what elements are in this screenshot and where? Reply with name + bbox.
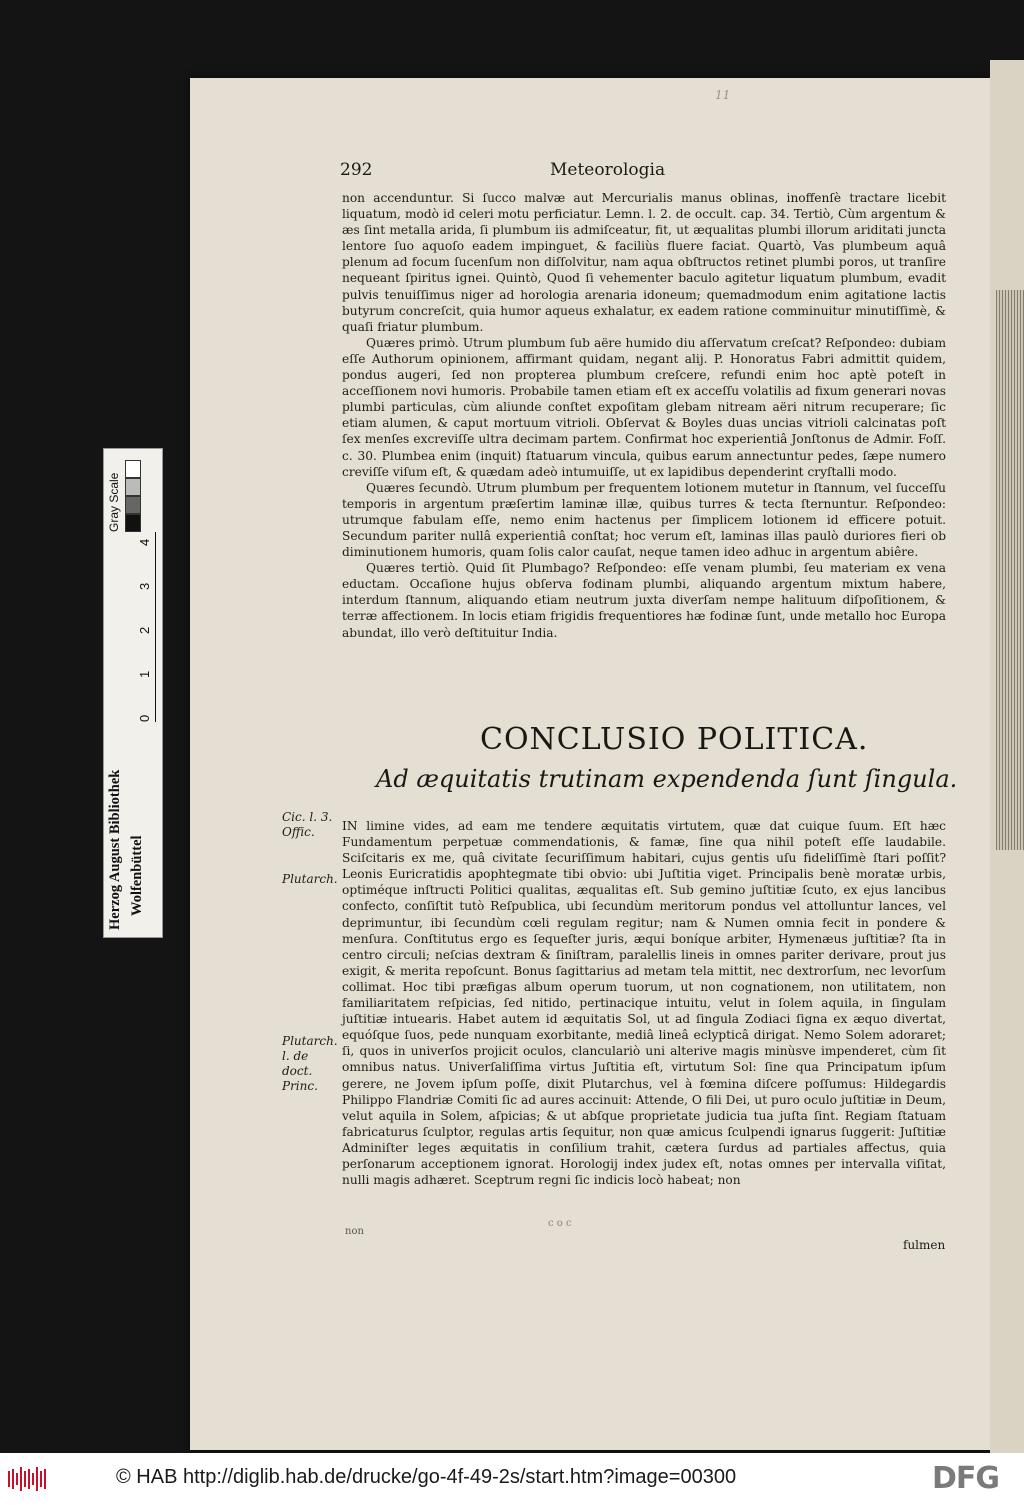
conclusion-text — [342, 818, 946, 1188]
gray-scale-label: Gray Scale — [107, 472, 121, 532]
facing-page-text — [992, 120, 1024, 1450]
scale-rotated — [103, 448, 161, 936]
paragraph-3: Quæres ſecundò. Utrum plumbum per frequentem lotionem mutetur in ſtannum, vel ſucceſſu temporis in argentum præſertim laminæ illæ, quibus turres & tecta ſternuntur. Reſpondeo: utrumque fabulam eſſe, nemo enim hactenus per ſimplicem lotionem id efficere potuit. Secundum pariter nullâ experientiâ conſtat; hoc verum eſt, laminas illas paulò duriores fieri ob diminutionem humoris, quam ſolis calor cauſat, neque tamen ideo adhuc in argentum abiêre. — [342, 480, 946, 560]
conclusion-subtitle: Ad æquitatis trutinam expendenda ſunt ſingula. — [376, 765, 958, 793]
conclusion-paragraph: IN limine vides, ad eam me tendere æquitatis virtutem, quæ dat cuique ſuum. Eſt hæc Fundamentum perpetuæ commendationis, & famæ, ſine qua nihil poteſt eſſe laudabile. Sciſcitaris ex me, quâ civitate ſecuriſſimum habitari, cujus gentis uſu fideliſſimè ſtari poſſit? Leonis Euricratidis apophtegmate tibi obvio: ubi Juſtitia viget. Principalis benè moratæ urbis, optiméque inſtructi Politici qualitas, æqualitas eſt. Sub gemino juſtitiæ ſcuto, ex ejus lancibus confecto, conſiſtit tutò Reſpublica, ubi ſecundùm meritorum pondus vel attolluntur lances, vel deprimuntur, ibi ſecundùm cœli regulam regitur; nam & Numen omnia fecit in pondere & menſura. Conſtitutus ergo es ſequeſter juris, æqui boníque arbiter, Hymenæus juſtitiæ? ſta in centro circuli; neſcias dextram & ſiniſtram, paralellis lineis in omnes pariter derivare, prout jus exigit, & merita repoſcunt. Bonus ſagittarius ad metam tela mittit, nec dextrorſum, nec levorſum collimat. Hoc tibi præfigas album operum tuorum, ut non cognationem, non utilitatem, non familiaritatem reſpicias, ſed nitido, pertinacique intuitu, velut in ſolem aquila, in ſingulam juſtitiæ intuearis. Habet autem id æquitatis Sol, ut ad ſingula Zodiaci ſigna ex æquo divertat, equóſque ſuos, pede nunquam exorbitante, mediâ lineâ eclypticâ dirigat. Nemo Solem adoraret; ſi, quos in univerſos projicit oculos, clanculariò uni alterive magis minùsve impenderet, cùm ſit omnibus natus. Univerſaliſſima virtus Juſtitia eſt, virtutum Sol: ſine qua Principatum ipſum gerere, ne Jovem ipſum poſſe, dixit Plutarchus, vel à fœmina diſcere poſſumus: Hildegardis Philippo Flandriæ Comiti ſic ad aures accinuit: Attende, O fili Dei, ut puro oculo juſtitiæ in Deum, velut aquila in Solem, aſpicias; & ut abſque proprietate judicia tua juſta ſint. Regiam ſtatuam fabricaturus ſculptor, regulas artis ſequitur, non quæ amicus ſculpendi ignarus ſuggerit: Juſtitiæ Adminiſter leges æquitatis in conſilium trahit, cætera ſurdus ad partiales affectus, quia perſonarum acceptionem ignorat. Horologij index judex eſt, notas omnes per intervalla viſitat, nulli magis adhæret. Sceptrum regni ſic indicis locò habeat; non — [342, 819, 946, 1188]
catchword: fulmen — [903, 1238, 946, 1252]
pencil-note: 11 — [715, 88, 731, 102]
page-number: 292 — [340, 160, 373, 180]
ruler-3: 3 — [137, 582, 152, 590]
paragraph-1: non accenduntur. Si ſucco malvæ aut Mercurialis manus oblinas, inoffenſè tractare licebit liquatum, modò id celeri motu perficiatur. Lemn. l. 2. de occult. cap. 34. Tertiò, Cùm argentum & æs ſint metalla arida, ſi plumbum iis admiſceatur, fit, ut æqualitas plumbi illorum ariditati juncta lentore ſuo aquoſo eadem impinguet, & faciliùs fluere faciat. Quartò, Vas plumbeum aquâ plenum ad focum ſucenſum non diſſolvitur, nam aqua obſtructos retinet plumbi poros, ut tranſire nequeant ſpiritus ignei. Quintò, Quod ſi vehementer baculo agitetur liquatum plumbum, evadit pulvis tenuiſſimus niger ad horologia arenaria idoneum; quemadmodum enim agitatione lactis butyrum concreſcit, quia humor aqueus exhalatur, ex eadem ratione comminuitur minutiſſimè, & quaſi friatur plumbum. — [342, 191, 946, 334]
body-text-top — [342, 190, 946, 641]
gray-swatch-dark — [125, 496, 141, 514]
ruler-0: 0 — [137, 714, 152, 722]
running-title: Meteorologia — [550, 160, 666, 180]
margin-note-plutarch-1: Plutarch. — [282, 872, 338, 886]
gray-swatch-light — [125, 478, 141, 496]
margin-note-plutarch-2: Plutarch. l. de doct. Princ. — [282, 1034, 338, 1093]
paragraph-2: Quæres primò. Utrum plumbum ſub aëre humido diu aſſervatum creſcat? Reſpondeo: dubiam eſſe Authorum opinionem, affirmant quidam, negant alij. P. Honoratus Fabri admittit quidem, pondus augeri, ſed non propterea plumbum creſcere, refundi enim hoc aptè poteſt in acceſſionem novi humoris. Probabile tamen etiam eſt ex acceſſu volatilis ad fixum generari novas plumbi particulas, cùm aliunde conſtet expoſitam glebam nitream aëri nitrum recuperare; ſic etiam alumen, & caput mortuum vitrioli. Obſervat & Boyles duas uncias vitrioli calcinatas poſt ſex menſes excreviſſe ultra decimam partem. Confirmat hoc experientiâ Jonſtonus de Admir. Foſſ. c. 30. Plumbea enim (inquit) ſtatuarum vincula, quibus earum annectuntur pedes, ſæpe numero creviſſe viſum eſt, & quædam adeò intumuiſſe, ut ex lapidibus dependerint cryſtalli modo. — [342, 335, 946, 479]
gray-swatch-black — [125, 514, 141, 532]
dfg-logo: DFG — [932, 1461, 1000, 1496]
conclusion-title: CONCLUSIO POLITICA. — [480, 722, 869, 757]
ruler-line — [155, 532, 156, 722]
ruler-4: 4 — [137, 538, 152, 546]
gray-swatch-white — [125, 460, 141, 478]
page-header — [340, 160, 950, 186]
ruler-1: 1 — [137, 670, 152, 678]
scale-card-overlay — [103, 448, 161, 936]
institution-line-1: Herzog August Bibliothek — [107, 769, 123, 930]
ruler-2: 2 — [137, 626, 152, 634]
margin-note-cic: Cic. l. 3. Offic. — [282, 810, 333, 839]
library-stamp: c o c — [548, 1218, 572, 1229]
institution-line-2: Wolfenbüttel — [129, 835, 145, 916]
catchword-left: non — [345, 1226, 364, 1237]
hab-logo-icon — [8, 1467, 48, 1491]
gray-scale-swatches — [125, 460, 144, 532]
footer-credit[interactable]: © HAB http://diglib.hab.de/drucke/go-4f-49-2s/start.htm?image=00300 — [116, 1466, 737, 1488]
paragraph-4: Quæres tertiò. Quid ſit Plumbago? Reſpondeo: eſſe venam plumbi, ſeu materiam ex vena eductam. Occaſione hujus obſerva fodinam plumbi, aliquando argentum mixtum habere, interdum ſtannum, aliquando etiam neutrum juxta diverſam nempe halituum diſpoſitionem, & terræ affectionem. In locis etiam frigidis frequentiores hæ fodinæ ſunt, unde metallo hoc Europa abundat, illo verò deſtituitur India. — [342, 561, 946, 640]
